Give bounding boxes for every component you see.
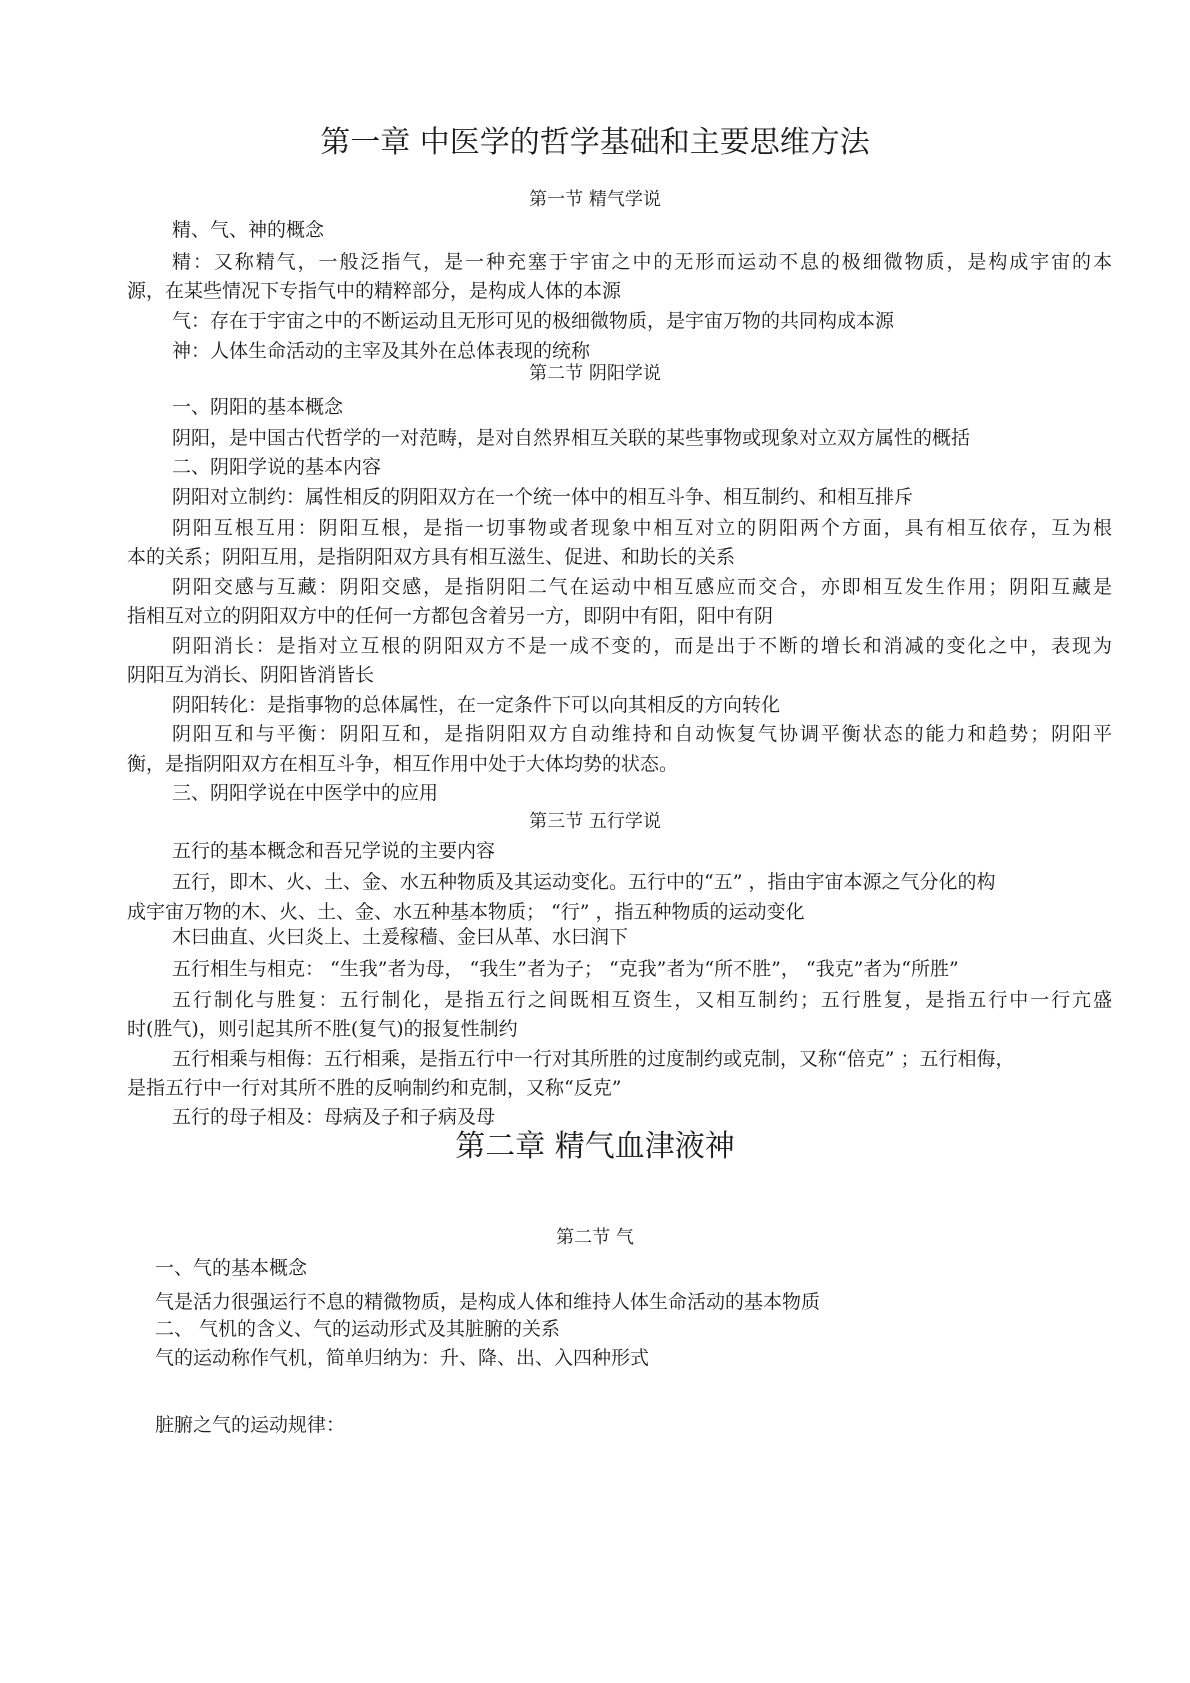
paragraph-line: 是指五行中一行对其所不胜的反响制约和克制，又称“反克” [127,1077,622,1099]
chapter1-section2-title: 第二节 阴阳学说 [529,363,661,384]
paragraph-line: 阴阳互为消长、阴阳皆消皆长 [127,664,375,686]
chapter2-section2-title: 第二节 气 [556,1227,634,1248]
subheading: 二、 气机的含义、气的运动形式及其脏腑的关系 [155,1318,561,1340]
paragraph-line: 五行相乘与相侮：五行相乘，是指五行中一行对其所胜的过度制约或克制，又称“倍克” ；五行相侮， [172,1048,1015,1070]
paragraph-line: 木曰曲直、火曰炎上、土爰稼穑、金曰从革、水曰润下 [172,926,629,948]
paragraph-line: 本的关系；阴阳互用，是指阴阳双方具有相互滋生、促进、和助长的关系 [127,546,736,568]
paragraph-line: 源，在某些情况下专指气中的精粹部分，是构成人体的本源 [127,280,622,302]
subheading: 一、气的基本概念 [155,1257,308,1279]
subheading: 五行的基本概念和吾兄学说的主要内容 [172,840,496,862]
paragraph-line: 五行的母子相及：母病及子和子病及母 [172,1106,496,1128]
paragraph-line: 指相互对立的阴阳双方中的任何一方都包含着另一方，即阴中有阳，阳中有阴 [127,605,774,627]
paragraph-line: 五行相生与相克： “生我”者为母， “我生”者为子； “克我”者为“所不胜”， “我克”者为“所胜” [172,958,959,980]
paragraph-line: 阴阳消长：是指对立互根的阴阳双方不是一成不变的，而是出于不断的增长和消减的变化之中，表现为 [172,635,1112,657]
paragraph-line: 阴阳，是中国古代哲学的一对范畴，是对自然界相互关联的某些事物或现象对立双方属性的概括 [172,427,971,449]
paragraph-line: 阴阳交感与互藏：阴阳交感，是指阴阳二气在运动中相互感应而交合，亦即相互发生作用；阴阳互藏是 [172,576,1112,598]
chapter1-section3-title: 第三节 五行学说 [529,811,661,832]
paragraph-line: 阴阳互和与平衡：阴阳互和，是指阴阳双方自动维持和自动恢复气协调平衡状态的能力和趋势；阴阳平 [172,723,1112,745]
chapter1-section1-title: 第一节 精气学说 [529,189,661,210]
chapter2-title: 第二章 精气血津液神 [455,1129,735,1164]
paragraph-line: 气的运动称作气机，简单归纳为：升、降、出、入四种形式 [155,1347,650,1369]
paragraph-line: 衡，是指阴阳双方在相互斗争，相互作用中处于大体均势的状态。 [127,753,679,775]
paragraph-line: 气是活力很强运行不息的精微物质，是构成人体和维持人体生命活动的基本物质 [155,1291,821,1313]
paragraph-line: 时(胜气)，则引起其所不胜(复气)的报复性制约 [127,1018,518,1040]
paragraph-line: 精：又称精气，一般泛指气，是一种充塞于宇宙之中的无形而运动不息的极细微物质，是构成宇宙的本 [172,251,1112,273]
paragraph-line: 五行，即木、火、土、金、水五种物质及其运动变化。五行中的“五” ，指由宇宙本源之气分化的构 [172,871,996,893]
paragraph-line: 阴阳互根互用：阴阳互根，是指一切事物或者现象中相互对立的阴阳两个方面，具有相互依存，互为根 [172,517,1112,539]
chapter1-title: 第一章 中医学的哲学基础和主要思维方法 [320,125,870,160]
paragraph-line: 脏腑之气的运动规律： [155,1414,346,1436]
paragraph-line: 阴阳转化：是指事物的总体属性，在一定条件下可以向其相反的方向转化 [172,694,781,716]
paragraph-line: 神：人体生命活动的主宰及其外在总体表现的统称 [172,340,591,362]
subheading: 三、阴阳学说在中医学中的应用 [172,782,439,804]
paragraph-line: 成宇宙万物的木、火、土、金、水五种基本物质； “行” ，指五种物质的运动变化 [127,901,805,923]
subheading: 二、阴阳学说的基本内容 [172,456,382,478]
subheading: 一、阴阳的基本概念 [172,396,344,418]
paragraph-line: 阴阳对立制约：属性相反的阴阳双方在一个统一体中的相互斗争、相互制约、和相互排斥 [172,486,914,508]
paragraph-line: 五行制化与胜复：五行制化，是指五行之间既相互资生，又相互制约；五行胜复，是指五行中一行亢盛 [172,989,1112,1011]
paragraph-line: 气：存在于宇宙之中的不断运动且无形可见的极细微物质，是宇宙万物的共同构成本源 [172,310,895,332]
concept-heading: 精、气、神的概念 [172,219,325,241]
